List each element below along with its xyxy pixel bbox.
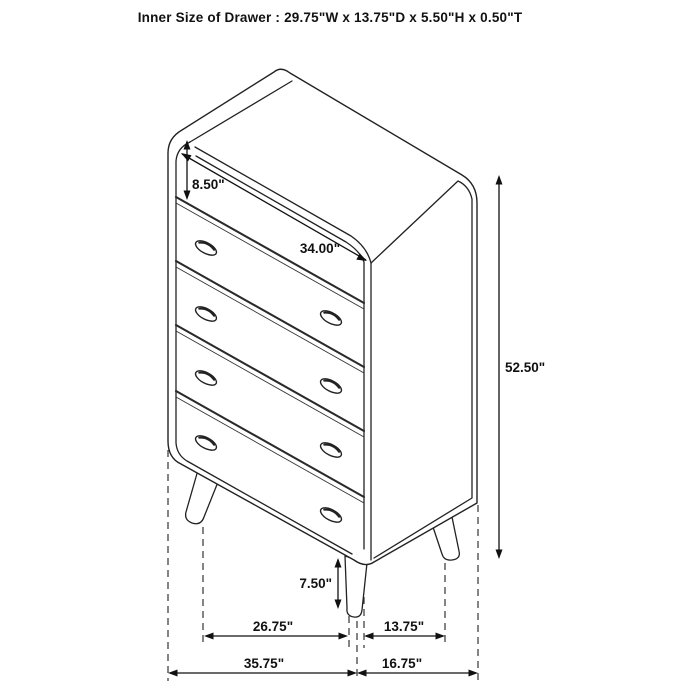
dim-label-top-width: 34.00"	[299, 241, 341, 256]
dim-label-overall-width: 35.75"	[243, 656, 285, 671]
dim-label-overall-depth: 16.75"	[381, 656, 423, 671]
dim-overall-height	[496, 175, 546, 559]
dim-label-side-leg-spacing: 13.75"	[383, 619, 425, 634]
dim-side-leg-spacing	[364, 619, 445, 640]
dim-label-top-drawer-height: 8.50"	[192, 177, 225, 192]
dim-front-leg-spacing	[204, 619, 348, 640]
dim-overall-depth	[357, 656, 478, 677]
dim-label-front-leg-spacing: 26.75"	[252, 619, 294, 634]
dim-label-leg-height: 7.50"	[299, 576, 332, 591]
dim-overall-width	[168, 656, 357, 677]
dim-leg-height	[299, 558, 341, 609]
diagram-title: Inner Size of Drawer : 29.75"W x 13.75"D x 5.50"H x 0.50"T	[137, 10, 523, 25]
dim-label-overall-height: 52.50"	[505, 360, 546, 375]
leg-front-right	[345, 556, 367, 617]
